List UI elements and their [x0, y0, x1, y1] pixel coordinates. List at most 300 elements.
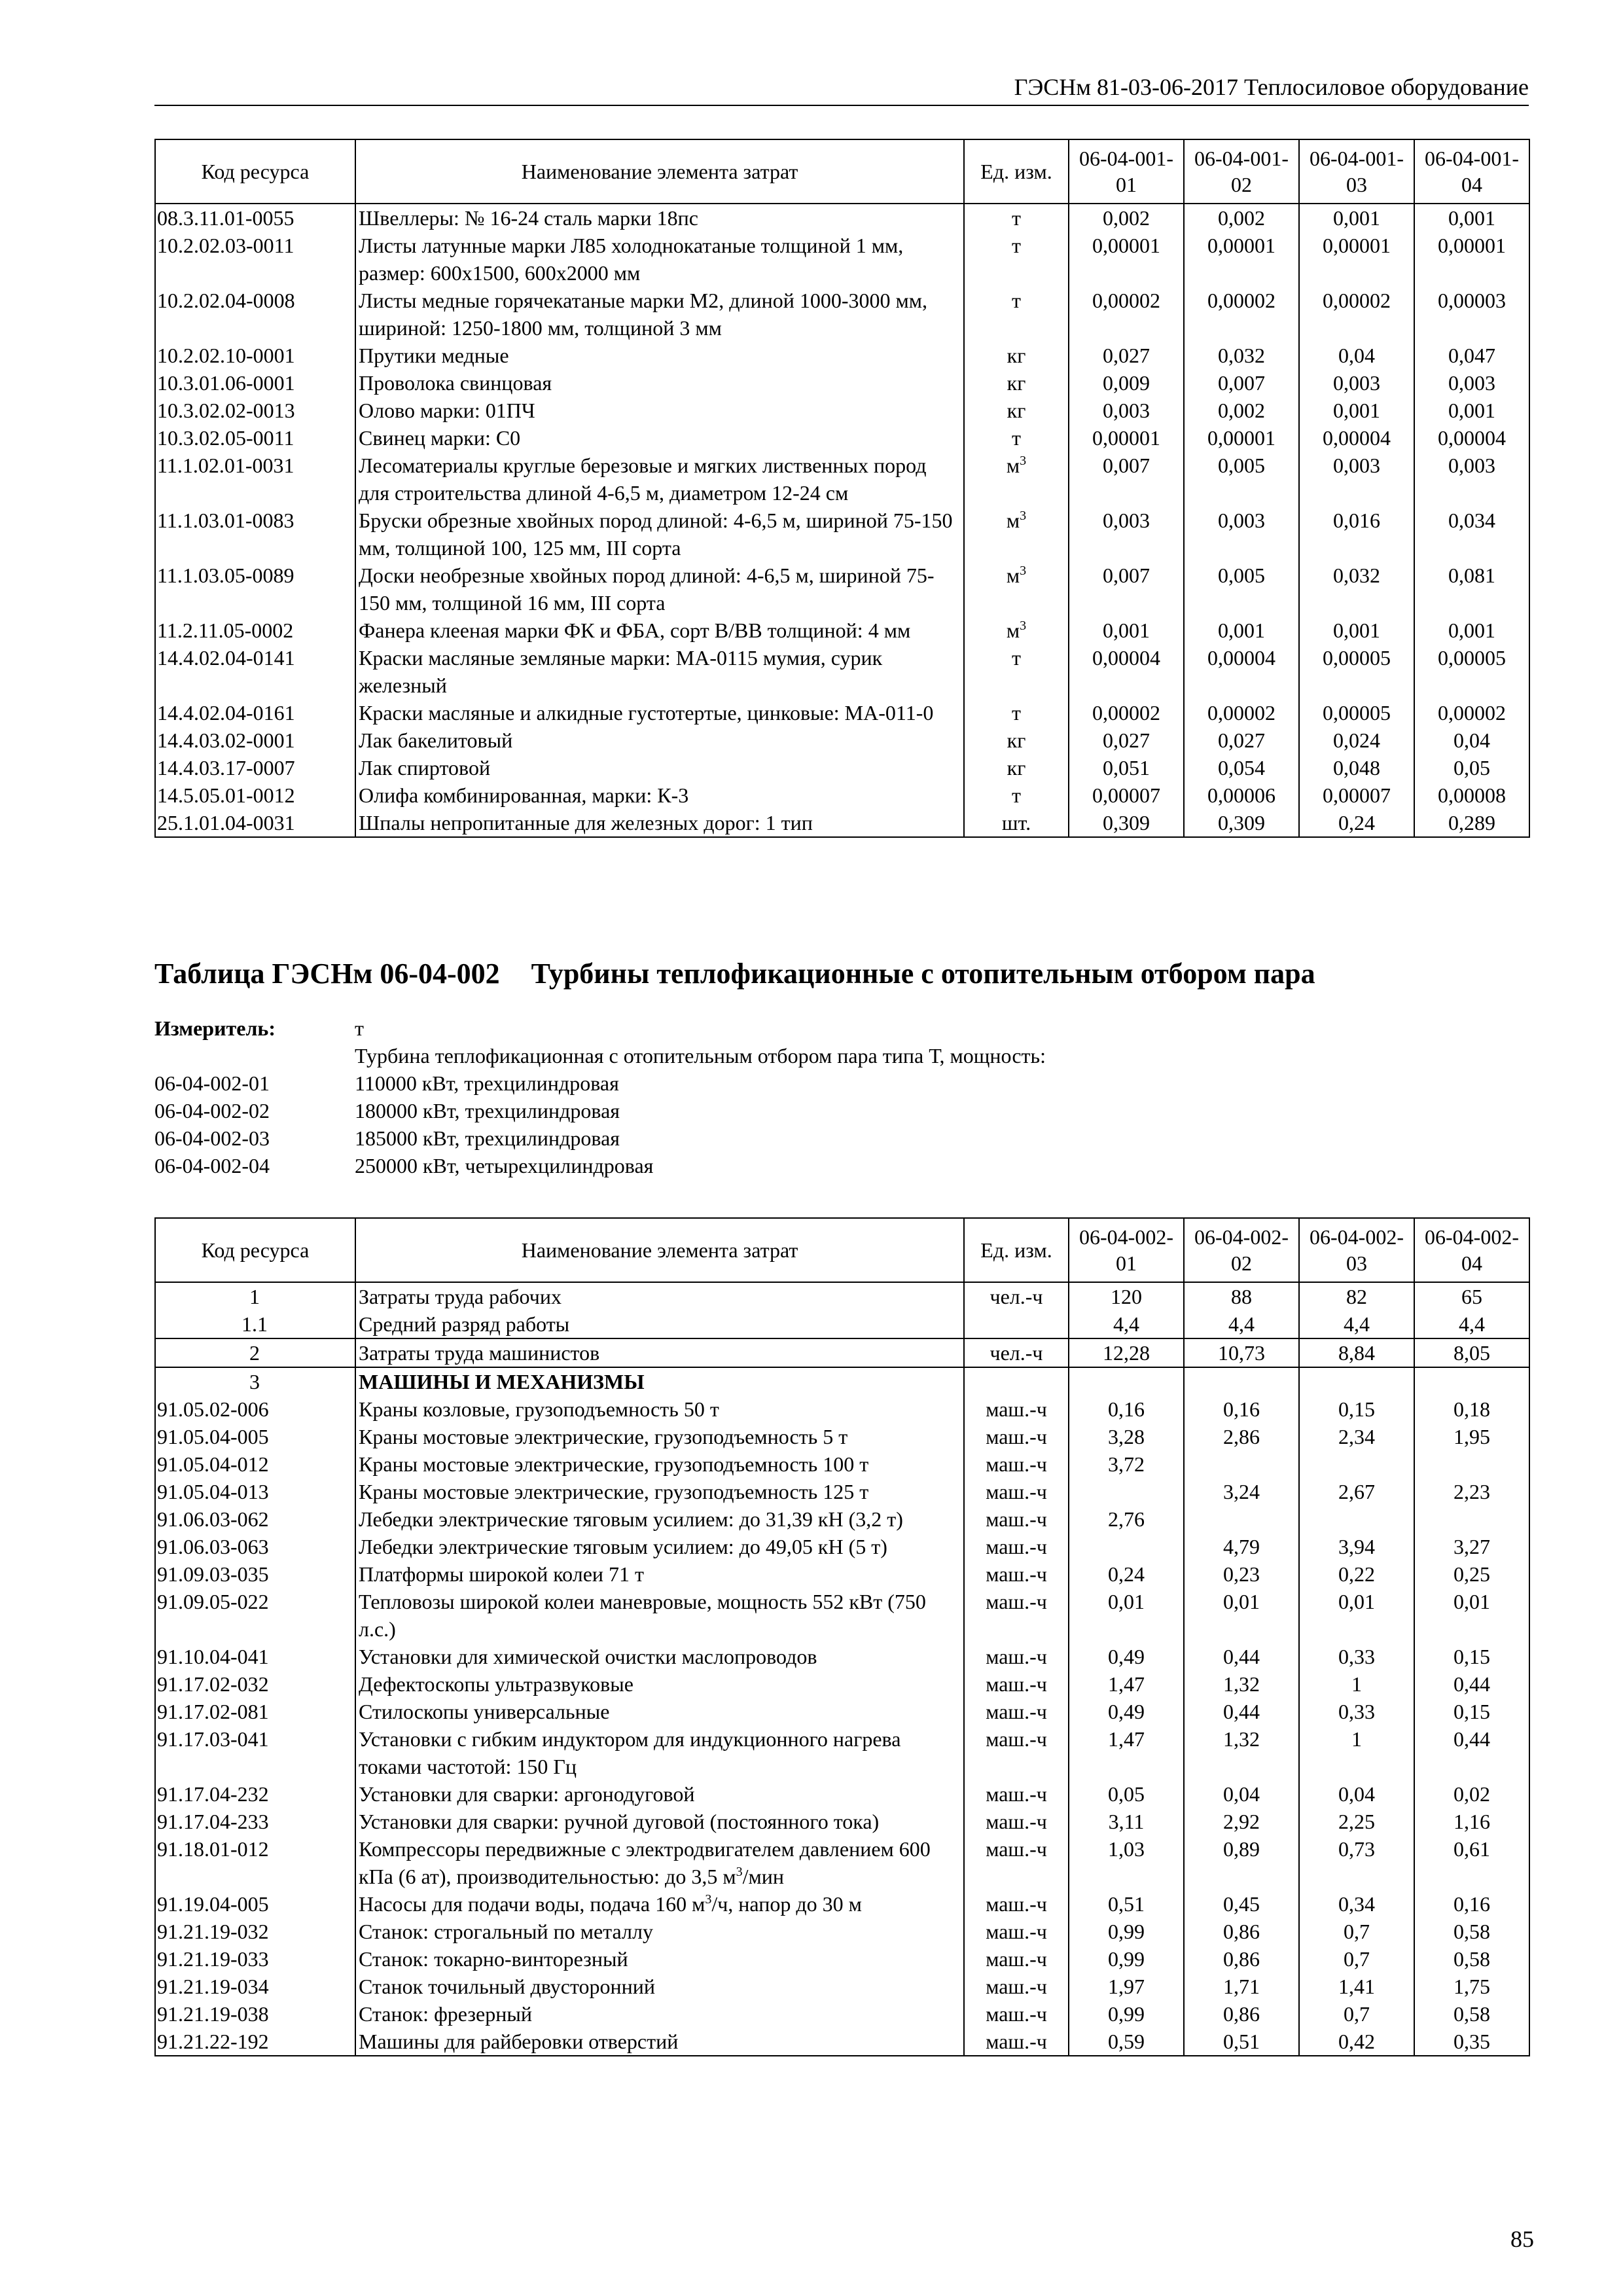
resource-value: 0,027 [1069, 342, 1184, 369]
resource-value: 1,75 [1414, 1973, 1529, 2000]
unit-text: маш.-ч [986, 1810, 1047, 1833]
resource-value: 0,003 [1069, 397, 1184, 424]
meter-item-code: 06-04-002-01 [154, 1071, 270, 1095]
table-row [155, 287, 1529, 342]
table-row [155, 1588, 1529, 1643]
resource-value: 0,00001 [1299, 232, 1414, 287]
resource-code: 91.17.04-233 [155, 1808, 355, 1835]
table-row [155, 1450, 1529, 1478]
unit-text: т [1012, 289, 1021, 312]
resource-value: 0,007 [1184, 369, 1299, 397]
unit-text: маш.-ч [986, 1590, 1047, 1613]
resource-value: 0,005 [1184, 452, 1299, 507]
name-part: Насосы для подачи воды, подача 160 м [359, 1892, 705, 1916]
resource-name: Тепловозы широкой колеи маневровые, мощность 552 кВт (750 л.с.) [355, 1588, 964, 1643]
resource-value: 1,71 [1184, 1973, 1299, 2000]
resource-code: 11.2.11.05-0002 [155, 617, 355, 644]
unit-text: маш.-ч [986, 1452, 1047, 1476]
resource-value: 0,44 [1184, 1698, 1299, 1725]
resource-unit [964, 1918, 1069, 1945]
resource-code: 91.10.04-041 [155, 1643, 355, 1670]
page-number: 85 [1510, 2226, 1534, 2252]
resource-code: 1 [155, 1282, 355, 1310]
resource-value: 0,047 [1414, 342, 1529, 369]
resource-unit [964, 1533, 1069, 1560]
resource-value: 0,003 [1299, 369, 1414, 397]
resource-name: Средний разряд работы [355, 1310, 964, 1338]
table-row [155, 1423, 1529, 1450]
resource-name: Свинец марки: С0 [355, 424, 964, 452]
resource-value: 0,51 [1184, 2028, 1299, 2056]
table-row [155, 397, 1529, 424]
resource-code: 91.05.04-005 [155, 1423, 355, 1450]
unit-text: маш.-ч [986, 1480, 1047, 1503]
unit-superscript: 3 [1020, 509, 1027, 523]
resource-unit [964, 1670, 1069, 1698]
unit-text: маш.-ч [986, 1672, 1047, 1696]
resource-value: 0,86 [1184, 1945, 1299, 1973]
resource-value: 0,00001 [1414, 232, 1529, 287]
resource-value: 2,34 [1299, 1423, 1414, 1450]
resource-name: Лак спиртовой [355, 754, 964, 781]
resource-value: 0,001 [1414, 617, 1529, 644]
resource-value: 0,49 [1069, 1698, 1184, 1725]
resource-code: 2 [155, 1338, 355, 1367]
resource-unit [964, 644, 1069, 699]
resource-value: 0,054 [1184, 754, 1299, 781]
unit-superscript: 3 [1020, 564, 1027, 578]
resource-name: Установки для химической очистки маслопроводов [355, 1643, 964, 1670]
unit-text: маш.-ч [986, 1700, 1047, 1723]
resource-value: 0,00002 [1184, 287, 1299, 342]
table-row [155, 1560, 1529, 1588]
resource-name: Швеллеры: № 16-24 сталь марки 18пс [355, 204, 964, 232]
resource-value: 0,86 [1184, 2000, 1299, 2028]
resource-unit [964, 1505, 1069, 1533]
resource-code: 14.4.03.02-0001 [155, 726, 355, 754]
resource-value: 0,032 [1184, 342, 1299, 369]
name-superscript: 3 [705, 1892, 712, 1907]
table-row [155, 781, 1529, 809]
resource-value [1069, 1367, 1184, 1395]
resource-unit [964, 699, 1069, 726]
resource-value: 0,001 [1299, 617, 1414, 644]
resource-name: Станок: токарно-винторезный [355, 1945, 964, 1973]
resource-value: 0,00002 [1069, 699, 1184, 726]
resource-value: 0,01 [1414, 1588, 1529, 1643]
resource-name: Проволока свинцовая [355, 369, 964, 397]
resource-table-2 [154, 1217, 1530, 2056]
resource-name: Краски масляные земляные марки: МА-0115 мумия, сурик железный [355, 644, 964, 699]
resource-unit [964, 1367, 1069, 1395]
unit-text: маш.-ч [986, 1535, 1047, 1558]
meter-item-code: 06-04-002-02 [154, 1099, 270, 1122]
resource-value: 3,28 [1069, 1423, 1184, 1450]
resource-name: Установки для сварки: аргонодуговой [355, 1780, 964, 1808]
resource-unit [964, 1945, 1069, 1973]
resource-value: 0,24 [1299, 809, 1414, 837]
resource-code: 91.17.02-032 [155, 1670, 355, 1698]
table-row [155, 617, 1529, 644]
resource-value: 12,28 [1069, 1338, 1184, 1367]
table-row [155, 452, 1529, 507]
table-title [154, 957, 1315, 990]
resource-value: 0,016 [1299, 507, 1414, 562]
unit-text: кг [1007, 344, 1026, 367]
resource-value [1069, 1478, 1184, 1505]
meter-item [154, 1097, 1398, 1124]
unit-text: маш.-ч [986, 1562, 1047, 1586]
resource-value: 0,00008 [1414, 781, 1529, 809]
resource-value: 0,51 [1069, 1890, 1184, 1918]
resource-value: 0,00004 [1299, 424, 1414, 452]
resource-unit [964, 1643, 1069, 1670]
resource-value: 1,47 [1069, 1670, 1184, 1698]
resource-value: 0,01 [1299, 1588, 1414, 1643]
resource-name: Станок: фрезерный [355, 2000, 964, 2028]
table-row [155, 1698, 1529, 1725]
resource-code: 25.1.01.04-0031 [155, 809, 355, 837]
header-code: Код ресурса [155, 139, 355, 204]
resource-value: 0,99 [1069, 1945, 1184, 1973]
resource-value: 3,24 [1184, 1478, 1299, 1505]
unit-text: т [1012, 206, 1021, 230]
resource-unit [964, 1338, 1069, 1367]
meter-item [154, 1069, 1398, 1097]
resource-name: Станок: строгальный по металлу [355, 1918, 964, 1945]
resource-value: 2,25 [1299, 1808, 1414, 1835]
resource-value: 2,67 [1299, 1478, 1414, 1505]
resource-value: 0,048 [1299, 754, 1414, 781]
resource-name: Дефектоскопы ультразвуковые [355, 1670, 964, 1698]
resource-unit [964, 617, 1069, 644]
resource-value: 0,007 [1069, 452, 1184, 507]
resource-value: 0,05 [1069, 1780, 1184, 1808]
meter-unit: т [355, 1016, 364, 1040]
table-row [155, 1310, 1529, 1338]
unit-text: маш.-ч [986, 1645, 1047, 1668]
resource-value: 2,86 [1184, 1423, 1299, 1450]
resource-code: 91.05.04-013 [155, 1478, 355, 1505]
resource-code: 91.21.22-192 [155, 2028, 355, 2056]
resource-value: 0,7 [1299, 1945, 1414, 1973]
resource-value: 0,309 [1184, 809, 1299, 837]
unit-superscript: 3 [1020, 454, 1027, 468]
resource-value: 0,289 [1414, 809, 1529, 837]
name-part: /мин [742, 1865, 784, 1888]
resource-value: 4,4 [1414, 1310, 1529, 1338]
resource-code: 91.18.01-012 [155, 1835, 355, 1890]
resource-value: 0,24 [1069, 1560, 1184, 1588]
resource-value: 0,001 [1069, 617, 1184, 644]
resource-unit [964, 204, 1069, 232]
resource-value: 4,4 [1184, 1310, 1299, 1338]
resource-value: 0,7 [1299, 1918, 1414, 1945]
resource-value: 82 [1299, 1282, 1414, 1310]
resource-name: Краны мостовые электрические, грузоподъемность 5 т [355, 1423, 964, 1450]
table-row [155, 1835, 1529, 1890]
resource-code: 91.06.03-063 [155, 1533, 355, 1560]
resource-name: Олово марки: 01ПЧ [355, 397, 964, 424]
resource-name: Затраты труда машинистов [355, 1338, 964, 1367]
resource-code: 1.1 [155, 1310, 355, 1338]
resource-unit [964, 1973, 1069, 2000]
resource-value: 0,01 [1069, 1588, 1184, 1643]
resource-value: 0,16 [1414, 1890, 1529, 1918]
resource-value: 0,001 [1299, 204, 1414, 232]
resource-value: 0,61 [1414, 1835, 1529, 1890]
unit-text: кг [1007, 728, 1026, 752]
unit-text: маш.-ч [986, 1727, 1047, 1751]
table-header-row [155, 1218, 1529, 1282]
resource-name: Установки с гибким индуктором для индукционного нагрева токами частотой: 150 Гц [355, 1725, 964, 1780]
unit-text: маш.-ч [986, 2030, 1047, 2053]
header-name: Наименование элемента затрат [355, 1218, 964, 1282]
resource-value: 0,309 [1069, 809, 1184, 837]
header-unit: Ед. изм. [964, 139, 1069, 204]
resource-value: 0,04 [1299, 1780, 1414, 1808]
resource-value [1299, 1450, 1414, 1478]
resource-code: 91.05.02-006 [155, 1395, 355, 1423]
resource-value: 1 [1299, 1725, 1414, 1780]
resource-value [1184, 1505, 1299, 1533]
resource-code: 91.19.04-005 [155, 1890, 355, 1918]
resource-value: 0,003 [1069, 507, 1184, 562]
resource-name: Шпалы непропитанные для железных дорог: 1 тип [355, 809, 964, 837]
resource-value: 3,94 [1299, 1533, 1414, 1560]
resource-name: Доски необрезные хвойных пород длиной: 4-6,5 м, шириной 75-150 мм, толщиной 16 мм, III сорта [355, 562, 964, 617]
resource-value: 2,23 [1414, 1478, 1529, 1505]
table-row [155, 1395, 1529, 1423]
resource-value: 0,99 [1069, 2000, 1184, 2028]
header-col: 06-04-001-03 [1299, 139, 1414, 204]
table-row [155, 754, 1529, 781]
resource-code: 91.21.19-034 [155, 1973, 355, 2000]
resource-code: 08.3.11.01-0055 [155, 204, 355, 232]
resource-name: Краски масляные и алкидные густотертые, цинковые: МА-011-0 [355, 699, 964, 726]
resource-value: 0,44 [1184, 1643, 1299, 1670]
unit-text: маш.-ч [986, 1425, 1047, 1448]
table-row [155, 424, 1529, 452]
resource-value [1184, 1367, 1299, 1395]
resource-value: 0,35 [1414, 2028, 1529, 2056]
resource-value: 0,49 [1069, 1643, 1184, 1670]
resource-value: 0,003 [1184, 507, 1299, 562]
table-row [155, 507, 1529, 562]
meter-description-row [154, 1042, 1398, 1069]
resource-value: 0,00002 [1414, 699, 1529, 726]
resource-code: 91.21.19-038 [155, 2000, 355, 2028]
meter-label: Измеритель: [154, 1016, 276, 1040]
resource-value: 1,97 [1069, 1973, 1184, 2000]
resource-value: 0,034 [1414, 507, 1529, 562]
resource-value: 0,00003 [1414, 287, 1529, 342]
table-body [155, 1282, 1529, 2056]
header-col: 06-04-002-01 [1069, 1218, 1184, 1282]
meter-block [154, 1014, 1398, 1179]
resource-unit [964, 452, 1069, 507]
name-part: Компрессоры передвижные с электродвигателем давлением 600 кПа (6 ат), производительностью: до 3,5 м [359, 1837, 931, 1888]
meter-item [154, 1152, 1398, 1179]
resource-unit [964, 1890, 1069, 1918]
resource-value: 0,007 [1069, 562, 1184, 617]
resource-code: 10.2.02.03-0011 [155, 232, 355, 287]
resource-value: 0,18 [1414, 1395, 1529, 1423]
resource-value: 0,051 [1069, 754, 1184, 781]
table-row [155, 1780, 1529, 1808]
resource-code: 91.21.19-033 [155, 1945, 355, 1973]
resource-value: 0,081 [1414, 562, 1529, 617]
resource-value: 0,16 [1069, 1395, 1184, 1423]
resource-name: Затраты труда рабочих [355, 1282, 964, 1310]
resource-value: 0,22 [1299, 1560, 1414, 1588]
resource-value [1414, 1367, 1529, 1395]
resource-value: 0,15 [1414, 1643, 1529, 1670]
resource-unit [964, 1395, 1069, 1423]
resource-value: 0,027 [1069, 726, 1184, 754]
resource-value: 10,73 [1184, 1338, 1299, 1367]
resource-value: 8,05 [1414, 1338, 1529, 1367]
resource-value: 88 [1184, 1282, 1299, 1310]
resource-name: МАШИНЫ И МЕХАНИЗМЫ [355, 1367, 964, 1395]
resource-unit [964, 1478, 1069, 1505]
header-name: Наименование элемента затрат [355, 139, 964, 204]
resource-value: 0,00002 [1069, 287, 1184, 342]
resource-unit [964, 1310, 1069, 1338]
running-header: ГЭСНм 81-03-06-2017 Теплосиловое оборудование [154, 73, 1529, 106]
resource-unit [964, 1725, 1069, 1780]
resource-name: Платформы широкой колеи 71 т [355, 1560, 964, 1588]
resource-value: 0,00001 [1069, 424, 1184, 452]
resource-value [1299, 1367, 1414, 1395]
resource-value: 0,7 [1299, 2000, 1414, 2028]
resource-name: Фанера клееная марки ФК и ФБА, сорт В/ВВ толщиной: 4 мм [355, 617, 964, 644]
table-row [155, 1367, 1529, 1395]
resource-code: 91.05.04-012 [155, 1450, 355, 1478]
resource-value [1184, 1450, 1299, 1478]
resource-value: 0,00007 [1299, 781, 1414, 809]
table-row [155, 699, 1529, 726]
header-code: Код ресурса [155, 1218, 355, 1282]
resource-value: 0,34 [1299, 1890, 1414, 1918]
resource-value: 0,005 [1184, 562, 1299, 617]
resource-value [1069, 1533, 1184, 1560]
resource-code: 10.3.01.06-0001 [155, 369, 355, 397]
unit-text: м [1006, 509, 1020, 532]
unit-text: маш.-ч [986, 1947, 1047, 1971]
resource-code: 91.09.03-035 [155, 1560, 355, 1588]
header-col: 06-04-002-04 [1414, 1218, 1529, 1282]
resource-name [355, 1890, 964, 1918]
resource-unit [964, 1450, 1069, 1478]
resource-name: Лесоматериалы круглые березовые и мягких лиственных пород для строительства длиной 4-6,5 м, диаметром 12-24 см [355, 452, 964, 507]
resource-value: 0,00004 [1184, 644, 1299, 699]
resource-value: 1,32 [1184, 1725, 1299, 1780]
unit-text: кг [1007, 399, 1026, 422]
resource-value: 4,4 [1069, 1310, 1184, 1338]
resource-value: 0,15 [1414, 1698, 1529, 1725]
resource-value: 0,02 [1414, 1780, 1529, 1808]
resource-name: Машины для райберовки отверстий [355, 2028, 964, 2056]
resource-value: 0,003 [1414, 369, 1529, 397]
resource-value [1414, 1505, 1529, 1533]
table-row [155, 1643, 1529, 1670]
table-header-row [155, 139, 1529, 204]
resource-value: 0,04 [1184, 1780, 1299, 1808]
resource-value: 1,03 [1069, 1835, 1184, 1890]
resource-code: 91.06.03-062 [155, 1505, 355, 1533]
resource-value: 0,00001 [1184, 232, 1299, 287]
resource-name: Бруски обрезные хвойных пород длиной: 4-6,5 м, шириной 75-150 мм, толщиной 100, 125 мм, III сорта [355, 507, 964, 562]
resource-value: 0,00007 [1069, 781, 1184, 809]
resource-unit [964, 1423, 1069, 1450]
unit-text: чел.-ч [990, 1341, 1043, 1365]
resource-value: 0,00002 [1184, 699, 1299, 726]
resource-unit [964, 232, 1069, 287]
meter-item-code: 06-04-002-04 [154, 1154, 270, 1177]
resource-value: 0,23 [1184, 1560, 1299, 1588]
resource-value: 0,73 [1299, 1835, 1414, 1890]
table-row [155, 562, 1529, 617]
resource-value: 0,58 [1414, 1945, 1529, 1973]
resource-unit [964, 507, 1069, 562]
resource-value: 4,4 [1299, 1310, 1414, 1338]
resource-value: 0,59 [1069, 2028, 1184, 2056]
resource-value: 3,27 [1414, 1533, 1529, 1560]
resource-value: 0,15 [1299, 1395, 1414, 1423]
resource-value: 3,11 [1069, 1808, 1184, 1835]
resource-value: 0,42 [1299, 2028, 1414, 2056]
resource-value: 1,41 [1299, 1973, 1414, 2000]
resource-value: 0,25 [1414, 1560, 1529, 1588]
unit-text: т [1012, 646, 1021, 670]
resource-code: 10.3.02.02-0013 [155, 397, 355, 424]
table-row [155, 1338, 1529, 1367]
unit-text: кг [1007, 371, 1026, 395]
name-superscript: 3 [736, 1865, 743, 1879]
resource-unit [964, 726, 1069, 754]
unit-text: маш.-ч [986, 1782, 1047, 1806]
meter-spacer [154, 1042, 355, 1069]
table-row [155, 1725, 1529, 1780]
resource-name: Лебедки электрические тяговым усилием: до 31,39 кН (3,2 т) [355, 1505, 964, 1533]
resource-name: Стилоскопы универсальные [355, 1698, 964, 1725]
resource-value: 0,04 [1299, 342, 1414, 369]
table-row [155, 809, 1529, 837]
resource-name: Листы медные горячекатаные марки М2, длиной 1000-3000 мм, шириной: 1250-1800 мм, толщиной 3 мм [355, 287, 964, 342]
resource-value: 0,33 [1299, 1698, 1414, 1725]
resource-value: 0,99 [1069, 1918, 1184, 1945]
resource-name: Краны козловые, грузоподъемность 50 т [355, 1395, 964, 1423]
resource-name: Установки для сварки: ручной дуговой (постоянного тока) [355, 1808, 964, 1835]
resource-value: 0,001 [1184, 617, 1299, 644]
resource-code: 14.5.05.01-0012 [155, 781, 355, 809]
resource-unit [964, 1835, 1069, 1890]
resource-table-1 [154, 139, 1530, 838]
table-number: Таблица ГЭСНм 06-04-002 [154, 958, 500, 990]
unit-text: маш.-ч [986, 1975, 1047, 1998]
table-row [155, 726, 1529, 754]
meter-item-text: 110000 кВт, трехцилиндровая [355, 1071, 619, 1095]
unit-text: кг [1007, 756, 1026, 780]
unit-text: м [1006, 619, 1020, 642]
resource-value: 0,58 [1414, 2000, 1529, 2028]
meter-item-text: 250000 кВт, четырехцилиндровая [355, 1154, 654, 1177]
resource-value: 0,00001 [1069, 232, 1184, 287]
resource-code: 14.4.02.04-0141 [155, 644, 355, 699]
name-part: /ч, напор до 30 м [711, 1892, 862, 1916]
resource-value: 0,027 [1184, 726, 1299, 754]
